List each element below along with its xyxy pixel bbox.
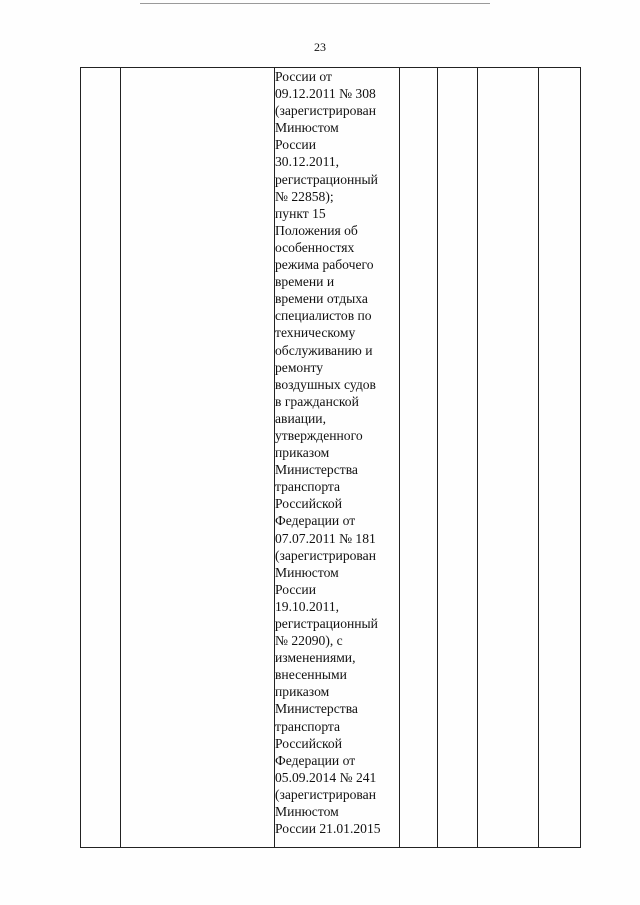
- table-cell-notes: [539, 68, 581, 848]
- table-cell-no: [438, 68, 478, 848]
- table-cell-legal-act: России от 09.12.2011 № 308 (зарегистрирован Минюстом России 30.12.2011, регистрационный № 22858); пункт 15 Положения об особенностях режима рабочего времени и времени отдыха специалистов по техническому обслуживанию и ремонту воздушных судов в гражданской авиации, утвержденного приказом Министерства транспорта Российской Федерации от 07.07.2011 № 181 (зарегистрирован Минюстом России 19.10.2011, регистрационный № 22090), с изменениями, внесенными приказом Министерства транспорта Российской Федерации от 05.09.2014 № 241 (зарегистрирован Минюстом России 21.01.2015: [275, 68, 400, 848]
- table-cell-not-applicable: [478, 68, 539, 848]
- top-rule: [140, 3, 490, 4]
- document-table: [80, 67, 581, 848]
- table-row: [81, 68, 581, 848]
- table-cell-yes: [400, 68, 438, 848]
- table-cell-requirement: [121, 68, 275, 848]
- page-number: 23: [314, 40, 326, 54]
- table-cell-number: [81, 68, 121, 848]
